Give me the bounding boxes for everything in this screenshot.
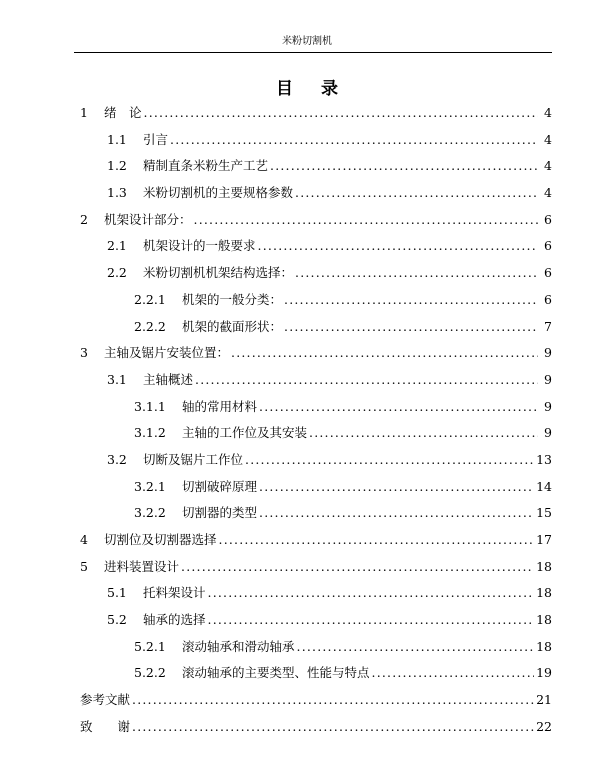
- toc-entry-number: 5: [80, 558, 88, 574]
- toc-entry-page-number: 7: [544, 318, 552, 334]
- toc-entry-page-number: 4: [544, 105, 552, 120]
- toc-entry-page-number: 18: [536, 638, 552, 654]
- toc-entry[interactable]: [80, 156, 552, 183]
- toc-entry-title: 主轴及锯片安装位置：: [104, 345, 230, 361]
- toc-entry[interactable]: [80, 343, 552, 370]
- toc-entry[interactable]: [80, 450, 552, 477]
- toc-entry-number: 2.2.1: [134, 291, 166, 307]
- toc-entry-number: 5.2.1: [134, 638, 166, 654]
- toc-entry[interactable]: [80, 423, 552, 450]
- toc-entry-number: 3.1.1: [134, 398, 166, 414]
- toc-entry-number: 3.1: [107, 371, 127, 387]
- toc-dot-leader: [181, 559, 534, 574]
- toc-dot-leader: [297, 639, 535, 654]
- toc-entry-number: 2.2.2: [134, 318, 166, 334]
- toc-entry[interactable]: [80, 717, 552, 744]
- toc-entry-number: 3.2.1: [134, 478, 166, 494]
- toc-entry[interactable]: [80, 103, 552, 130]
- toc-entry[interactable]: [80, 263, 552, 290]
- table-of-contents: [80, 103, 552, 744]
- toc-entry-title: 致 谢: [80, 718, 131, 734]
- toc-entry-number: 1: [80, 105, 88, 120]
- running-header: 米粉切割机: [282, 36, 332, 47]
- toc-entry-title: 滚动轴承的主要类型、性能与特点: [182, 665, 370, 681]
- toc-entry-title: 切割位及切割器选择: [104, 532, 217, 547]
- toc-entry-page-number: 9: [544, 345, 552, 361]
- toc-entry-number: 5.2: [107, 612, 127, 628]
- toc-entry[interactable]: [80, 530, 552, 557]
- toc-entry-page-number: 18: [536, 612, 552, 628]
- toc-entry-page-number: 6: [544, 265, 552, 281]
- toc-entry-title: 米粉切割机的主要规格参数: [143, 185, 294, 201]
- toc-entry-page-number: 6: [544, 211, 552, 227]
- toc-entry-number: 1.3: [107, 185, 127, 201]
- toc-entry-page-number: 14: [536, 478, 552, 494]
- toc-dot-leader: [144, 105, 538, 120]
- toc-entry[interactable]: [80, 610, 552, 637]
- toc-dot-leader: [231, 345, 538, 360]
- toc-dot-leader: [295, 185, 538, 200]
- toc-entry-page-number: 17: [536, 532, 552, 547]
- toc-entry-title: 滚动轴承和滑动轴承: [182, 638, 295, 654]
- toc-entry[interactable]: [80, 183, 552, 210]
- toc-entry-title: 机架的一般分类：: [182, 291, 283, 307]
- toc-entry-title: 主轴的工作位及其安装: [182, 425, 308, 441]
- toc-dot-leader: [245, 452, 534, 467]
- toc-dot-leader: [259, 505, 534, 520]
- toc-dot-leader: [259, 399, 538, 414]
- toc-dot-leader: [132, 719, 534, 734]
- toc-entry-number: 2.2: [107, 265, 127, 281]
- toc-entry-page-number: 15: [536, 505, 552, 521]
- toc-entry-number: 5.2.2: [134, 665, 166, 681]
- toc-entry-number: 1.1: [107, 131, 127, 147]
- toc-entry-number: 4: [80, 532, 88, 547]
- toc-entry-title: 机架设计的一般要求: [143, 238, 256, 254]
- toc-entry-title: 轴承的选择: [143, 612, 206, 628]
- toc-entry[interactable]: [80, 557, 552, 584]
- toc-entry[interactable]: [80, 236, 552, 263]
- toc-dot-leader: [194, 212, 538, 227]
- toc-entry-number: 2: [80, 211, 88, 227]
- toc-entry-number: 3.2.2: [134, 505, 166, 521]
- toc-dot-leader: [372, 665, 535, 680]
- toc-entry-title: 机架设计部分：: [104, 211, 192, 227]
- toc-dot-leader: [295, 265, 538, 280]
- toc-entry-title: 引言: [143, 131, 169, 147]
- toc-entry[interactable]: [80, 637, 552, 664]
- toc-entry[interactable]: [80, 130, 552, 157]
- toc-entry[interactable]: [80, 583, 552, 610]
- toc-entry-title: 精制直条米粉生产工艺: [143, 158, 269, 174]
- toc-dot-leader: [270, 158, 538, 173]
- toc-entry[interactable]: [80, 317, 552, 344]
- toc-entry[interactable]: [80, 210, 552, 237]
- toc-entry-page-number: 9: [544, 425, 552, 441]
- toc-entry-page-number: 21: [536, 692, 552, 708]
- toc-dot-leader: [284, 319, 538, 334]
- toc-entry[interactable]: [80, 663, 552, 690]
- toc-entry-page-number: 4: [544, 158, 552, 174]
- toc-dot-leader: [208, 585, 535, 600]
- toc-entry[interactable]: [80, 290, 552, 317]
- toc-entry-title: 进料装置设计: [104, 558, 180, 574]
- toc-entry-page-number: 9: [544, 371, 552, 387]
- toc-entry-page-number: 18: [536, 558, 552, 574]
- toc-dot-leader: [259, 479, 534, 494]
- toc-entry-page-number: 6: [544, 238, 552, 254]
- toc-entry-page-number: 4: [544, 185, 552, 201]
- toc-dot-leader: [284, 292, 538, 307]
- header-divider: [74, 52, 552, 53]
- toc-entry-page-number: 4: [544, 131, 552, 147]
- toc-entry-title: 主轴概述: [143, 371, 194, 387]
- toc-entry-title: 机架的截面形状：: [182, 318, 283, 334]
- toc-entry-title: 切断及锯片工作位: [143, 451, 244, 467]
- toc-entry-page-number: 22: [536, 718, 552, 734]
- toc-entry-number: 1.2: [107, 158, 127, 174]
- toc-entry-number: 3.1.2: [134, 425, 166, 441]
- toc-entry[interactable]: [80, 397, 552, 424]
- toc-entry-title: 切割器的类型: [182, 505, 258, 521]
- toc-entry-number: 2.1: [107, 238, 127, 254]
- toc-entry-title: 米粉切割机机架结构选择：: [143, 265, 294, 281]
- toc-dot-leader: [309, 425, 538, 440]
- toc-entry-number: 3.2: [107, 451, 127, 467]
- toc-dot-leader: [195, 372, 538, 387]
- toc-entry-page-number: 6: [544, 291, 552, 307]
- toc-dot-leader: [170, 132, 538, 147]
- toc-entry-page-number: 18: [536, 585, 552, 601]
- page-title: 目录: [276, 79, 366, 99]
- toc-entry-number: 3: [80, 345, 88, 361]
- toc-entry-number: 5.1: [107, 585, 127, 601]
- toc-entry-page-number: 19: [536, 665, 552, 681]
- toc-entry-title: 轴的常用材料: [182, 398, 258, 414]
- toc-entry-title: 参考文献: [80, 692, 131, 708]
- toc-entry[interactable]: [80, 690, 552, 717]
- toc-dot-leader: [208, 612, 535, 627]
- toc-dot-leader: [219, 532, 535, 547]
- toc-entry[interactable]: [80, 477, 552, 504]
- toc-entry-title: 托料架设计: [143, 585, 206, 601]
- toc-entry[interactable]: [80, 503, 552, 530]
- toc-entry-page-number: 13: [536, 451, 552, 467]
- toc-entry-title: 切割破碎原理: [182, 478, 258, 494]
- toc-dot-leader: [258, 238, 538, 253]
- toc-entry[interactable]: [80, 370, 552, 397]
- toc-entry-title: 绪 论: [104, 105, 142, 120]
- toc-entry-page-number: 9: [544, 398, 552, 414]
- toc-dot-leader: [132, 692, 534, 707]
